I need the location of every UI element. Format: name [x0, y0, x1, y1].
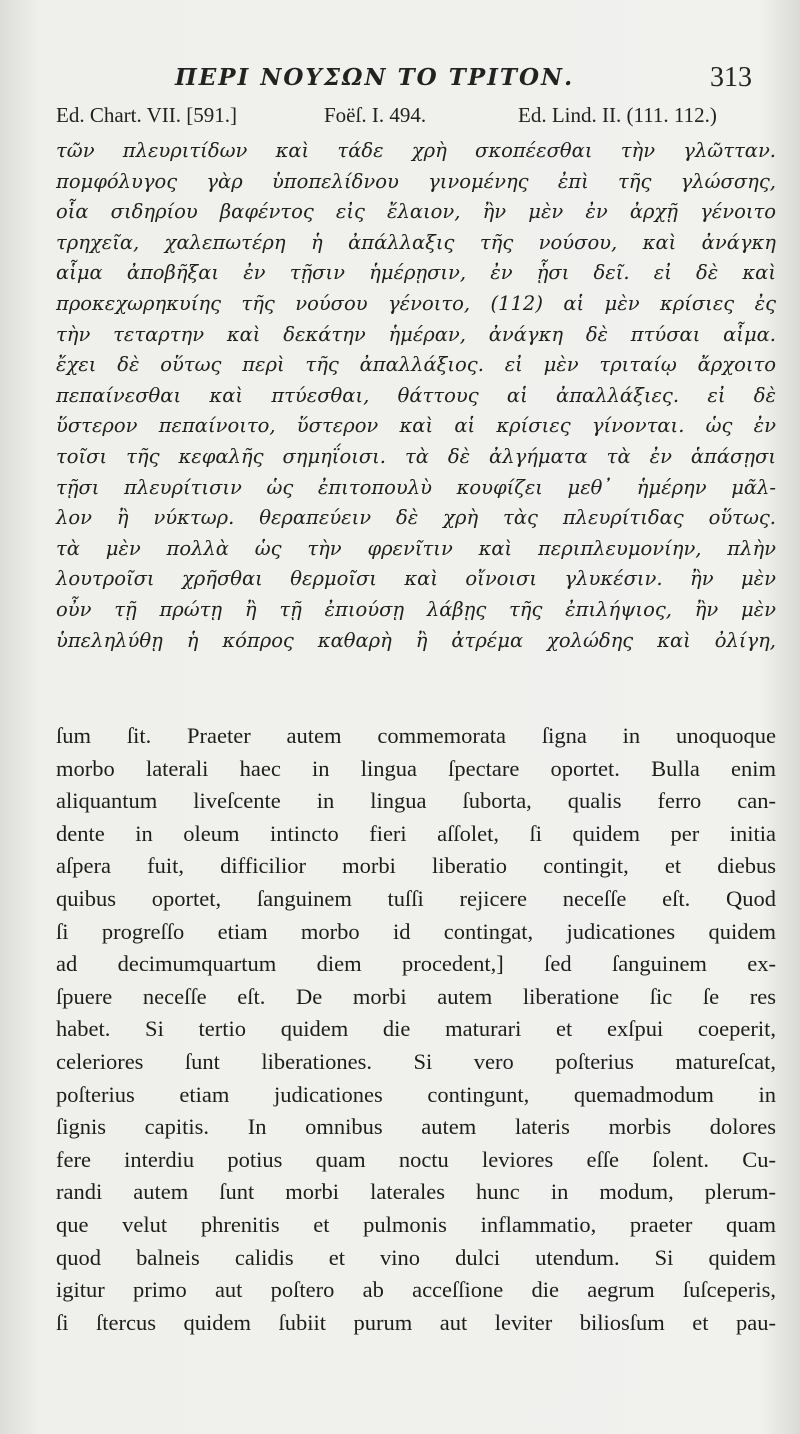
latin-text-line: quod balneis calidis et vino dulci utendum. Si quidem — [56, 1244, 776, 1270]
latin-text-line: quibus oportet, ſanguinem tuſſi rejicere neceſſe eſt. Quod — [56, 885, 776, 911]
latin-text-line: habet. Si tertio quidem die maturari et exſpui coeperit, — [56, 1016, 776, 1042]
latin-text-line: aſpera fuit, difficilior morbi liberatio contingit, et diebus — [56, 853, 776, 879]
greek-text-line: πομφόλυγος γὰρ ὑποπελίδνου γινομένης ἐπὶ τῆς γλώσσης, — [56, 169, 776, 193]
latin-text-line: ſpuere neceſſe eſt. De morbi autem liberatione ſic ſe res — [56, 983, 776, 1009]
greek-text-line: τὰ μὲν πολλὰ ὡς τὴν φρενῖτιν καὶ περιπλευμονίην, πλὴν — [56, 536, 776, 560]
greek-text-line: τοῖσι τῆς κεφαλῆς σημηΐοισι. τὰ δὲ ἀλγήματα τὰ ἐν ἁπάσῃσι — [56, 444, 776, 468]
greek-text-line: προκεχωρηκυίης τῆς νούσου γένοιτο, (112) αἱ μὲν κρίσιες ἐς — [56, 291, 776, 315]
greek-text-line: λον ἢ νύκτωρ. θεραπεύειν δὲ χρὴ τὰς πλευρίτιδας οὕτως. — [56, 506, 776, 530]
running-title: ΠΕΡΙ ΝΟΥΣΩΝ ΤΟ ΤΡΙΤΟΝ. — [175, 64, 575, 91]
latin-text-line: ſignis capitis. In omnibus autem lateris morbis dolores — [56, 1114, 776, 1140]
greek-text-line: οἷα σιδηρίου βαφέντος εἰς ἔλαιον, ἢν μὲν ἐν ἀρχῇ γένοιτο — [56, 200, 776, 224]
greek-text-line: αἷμα ἀποβῆξαι ἐν τῇσιν ἡμέρῃσιν, ἐν ᾗσι δεῖ. εἰ δὲ καὶ — [56, 261, 776, 285]
greek-text-line: ὕστερον πεπαίνοιτο, ὕστερον καὶ αἱ κρίσιες γίνονται. ὡς ἐν — [56, 414, 776, 438]
latin-text-line: aliquantum liveſcente in lingua ſuborta, qualis ferro can- — [56, 788, 776, 814]
latin-text-line: celeriores ſunt liberationes. Si vero poſterius matureſcat, — [56, 1048, 776, 1074]
latin-text-line: randi autem ſunt morbi laterales hunc in modum, plerum- — [56, 1179, 776, 1205]
latin-text-line: dente in oleum intincto fieri aſſolet, ſi quidem per initia — [56, 820, 776, 846]
greek-text-line: οὖν τῇ πρώτῃ ἢ τῇ ἐπιούσῃ λάβῃς τῆς ἐπιλήψιος, ἢν μὲν — [56, 597, 776, 621]
edition-linden-ref: Ed. Lind. II. (111. 112.) — [518, 103, 717, 127]
greek-text-line: τρηχεῖα, χαλεπωτέρη ἡ ἀπάλλαξις τῆς νούσου, καὶ ἀνάγκη — [56, 230, 776, 254]
latin-translation-block — [56, 720, 776, 1339]
latin-text-line: ſum ſit. Praeter autem commemorata ſigna in unoquoque — [56, 723, 776, 748]
greek-text-line: ἔχει δὲ οὕτως περὶ τῆς ἀπαλλάξιος. εἰ μὲν τριταίῳ ἄρχοιτο — [56, 353, 776, 377]
greek-text-line: τῶν πλευριτίδων καὶ τάδε χρὴ σκοπέεσθαι τὴν γλῶτταν. — [56, 139, 776, 162]
greek-text-block — [56, 136, 776, 656]
greek-text-line: τῇσι πλευρίτισιν ὡς ἐπιτοπουλὺ κουφίζει μεθ᾽ ἡμέρην μᾶλ- — [56, 475, 776, 499]
latin-text-line: ſi progreſſo etiam morbo id contingat, judicationes quidem — [56, 918, 776, 944]
latin-text-line: ad decimumquartum diem procedent,] ſed ſanguinem ex- — [56, 951, 776, 977]
latin-text-line: fere interdiu potius quam noctu leviores eſſe ſolent. Cu- — [56, 1146, 776, 1172]
greek-text-line: λουτροῖσι χρῆσθαι θερμοῖσι καὶ οἴνοισι γλυκέσιν. ἢν μὲν — [56, 567, 776, 591]
greek-text-line: τὴν τεταρτην καὶ δεκάτην ἡμέραν, ἀνάγκη δὲ πτύσαι αἷμα. — [56, 322, 776, 346]
latin-text-line: ſi ſtercus quidem ſubiit purum aut leviter biliosſum et pau- — [56, 1309, 776, 1335]
latin-text-line: que velut phrenitis et pulmonis inflammatio, praeter quam — [56, 1211, 776, 1237]
latin-text-line: poſterius etiam judicationes contingunt, quemadmodum in — [56, 1081, 776, 1107]
edition-foes-ref: Foëſ. I. 494. — [324, 103, 427, 127]
latin-text-line: morbo laterali haec in lingua ſpectare oportet. Bulla enim — [56, 755, 776, 781]
latin-text-line: igitur primo aut poſtero ab acceſſione die aegrum ſuſceperis, — [56, 1277, 776, 1303]
page-number: 313 — [710, 62, 752, 93]
page-header — [110, 56, 752, 96]
greek-text-line: πεπαίνεσθαι καὶ πτύεσθαι, θάττους αἱ ἀπαλλάξιες. εἰ δὲ — [56, 383, 776, 407]
greek-text-line: ὑπεληλύθῃ ἡ κόπρος καθαρὴ ἢ ἀτρέμα χολώδης καὶ ὀλίγη, — [56, 628, 776, 652]
edition-chartier-ref: Ed. Chart. VII. [591.] — [56, 103, 237, 127]
edition-reference-line — [56, 103, 772, 133]
